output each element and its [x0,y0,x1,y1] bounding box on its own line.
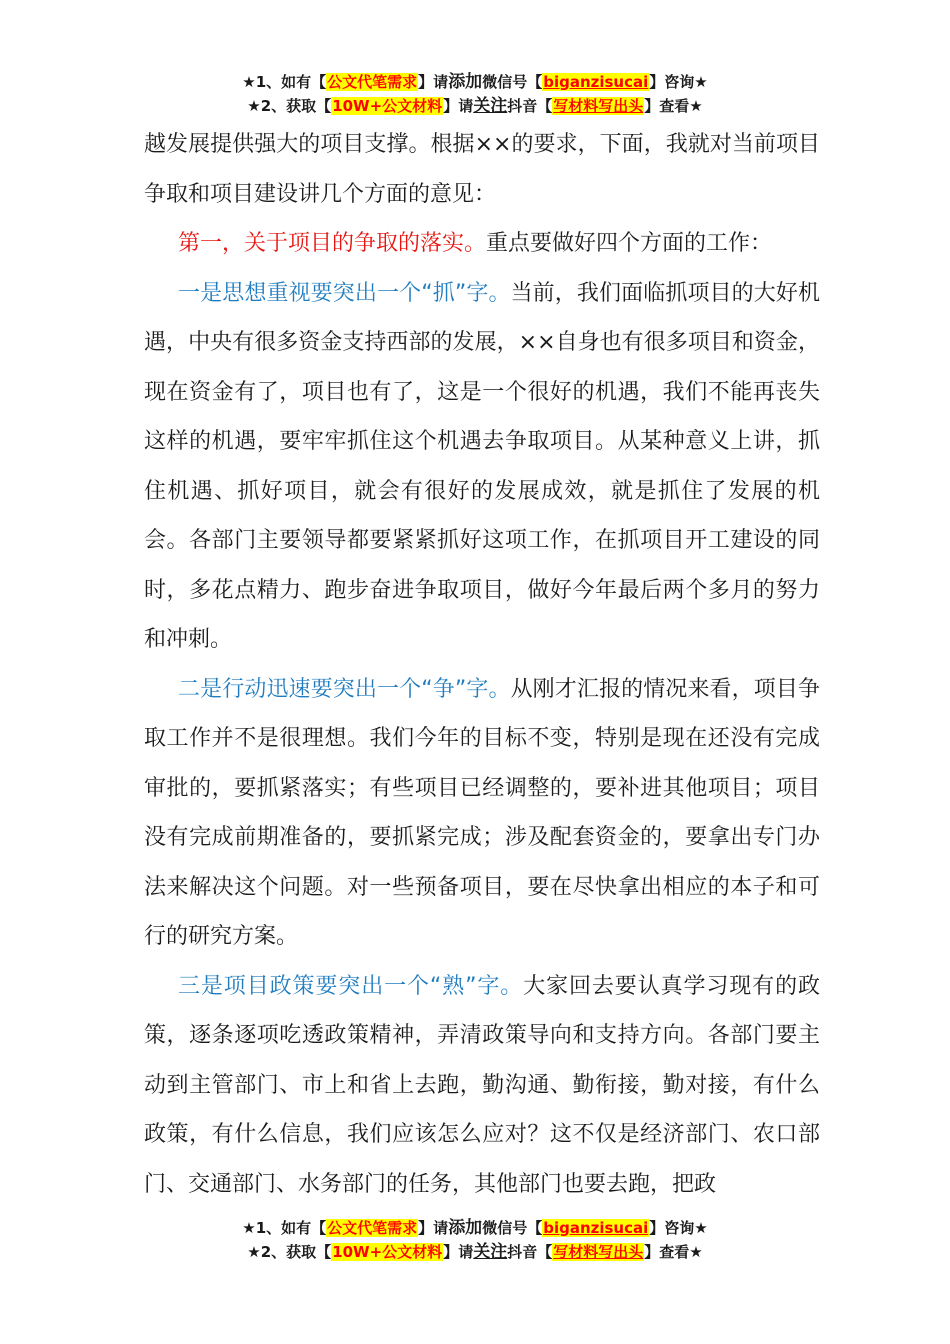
section-heading-1: 第一，关于项目的争取的落实。 [178,231,487,256]
banner-line-2-emphasis: 关注 [473,96,508,116]
banner-line-1-emphasis: 添加 [448,72,483,92]
banner-line-1-highlight-service: 公文代笔需求 [327,73,418,91]
banner-line-2-mid: 】请 [443,97,474,115]
banner-line-2 [0,1240,950,1264]
paragraph-5-text: 大家回去要认真学习现有的政策，逐条逐项吃透政策精神，弄清政策导向和支持方向。各部门要主动到主管部门、市上和省上去跑，勤沟通、勤衔接，勤对接，有什么政策，有什么信息，我们应该怎么应对？这不仅是经济部门、农口部门、交通部门、水务部门的任务，其他部门也要去跑，把政 [144,973,820,1197]
banner-line-2-mid2: 抖音【 [507,97,553,115]
banner-line-1-mid2: 微信号【 [482,73,543,91]
banner-line-2-emphasis: 关注 [473,1242,508,1262]
banner-line-2-mid: 】请 [443,1243,474,1261]
paragraph-2-text: 重点要做好四个方面的工作： [486,231,773,256]
paragraph-2 [144,219,820,269]
paragraph-4 [144,665,820,962]
banner-line-2-mid2: 抖音【 [507,1243,553,1261]
document-body [144,120,820,1209]
paragraph-3 [144,269,820,665]
banner-line-2-prefix: ★2、获取【 [247,1243,332,1261]
banner-line-1-mid: 】请 [418,73,449,91]
banner-line-1-highlight-wechat: biganzisucai [543,73,649,91]
banner-line-1-mid: 】请 [418,1219,449,1237]
banner-line-1 [0,1216,950,1240]
paragraph-5 [144,962,820,1210]
banner-line-1 [0,70,950,94]
paragraph-1: 越发展提供强大的项目支撑。根据××的要求，下面，我就对当前项目争取和项目建设讲几个方面的意见： [144,132,820,207]
subheading-1: 一是思想重视要突出一个“抓”字。 [178,280,511,306]
banner-line-1-mid2: 微信号【 [482,1219,543,1237]
banner-line-2-highlight-douyin: 写材料写出头 [553,97,644,115]
banner-line-1-suffix: 】咨询★ [649,73,708,91]
banner-line-2 [0,94,950,118]
top-banner [0,70,950,118]
banner-line-1-suffix: 】咨询★ [649,1219,708,1237]
banner-line-1-prefix: ★1、如有【 [242,1219,327,1237]
paragraph-4-text: 从刚才汇报的情况来看，项目争取工作并不是很理想。我们今年的目标不变，特别是现在还没有完成审批的，要抓紧落实；有些项目已经调整的，要补进其他项目；项目没有完成前期准备的，要抓紧完成；涉及配套资金的，要拿出专门办法来解决这个问题。对一些预备项目，要在尽快拿出相应的本子和可行的研究方案。 [144,676,820,949]
banner-line-2-prefix: ★2、获取【 [247,97,332,115]
banner-line-2-highlight-materials: 10W+公文材料 [332,97,443,115]
banner-line-2-suffix: 】查看★ [644,1243,703,1261]
subheading-2: 二是行动迅速要突出一个“争”字。 [178,676,511,702]
subheading-3: 三是项目政策要突出一个“熟”字。 [178,973,524,999]
banner-line-2-suffix: 】查看★ [644,97,703,115]
banner-line-1-highlight-service: 公文代笔需求 [327,1219,418,1237]
paragraph-3-text: 当前，我们面临抓项目的大好机遇，中央有很多资金支持西部的发展，××自身也有很多项目和资金，现在资金有了，项目也有了，这是一个很好的机遇，我们不能再丧失这样的机遇，要牢牢抓住这个机遇去争取项目。从某种意义上讲，抓住机遇、抓好项目，就会有很好的发展成效，就是抓住了发展的机会。各部门主要领导都要紧紧抓好这项工作，在抓项目开工建设的同时，多花点精力、跑步奋进争取项目，做好今年最后两个多月的努力和冲刺。 [144,280,820,652]
banner-line-1-prefix: ★1、如有【 [242,73,327,91]
banner-line-2-highlight-douyin: 写材料写出头 [553,1243,644,1261]
bottom-banner [0,1216,950,1264]
banner-line-1-highlight-wechat: biganzisucai [543,1219,649,1237]
banner-line-1-emphasis: 添加 [448,1218,483,1238]
banner-line-2-highlight-materials: 10W+公文材料 [332,1243,443,1261]
